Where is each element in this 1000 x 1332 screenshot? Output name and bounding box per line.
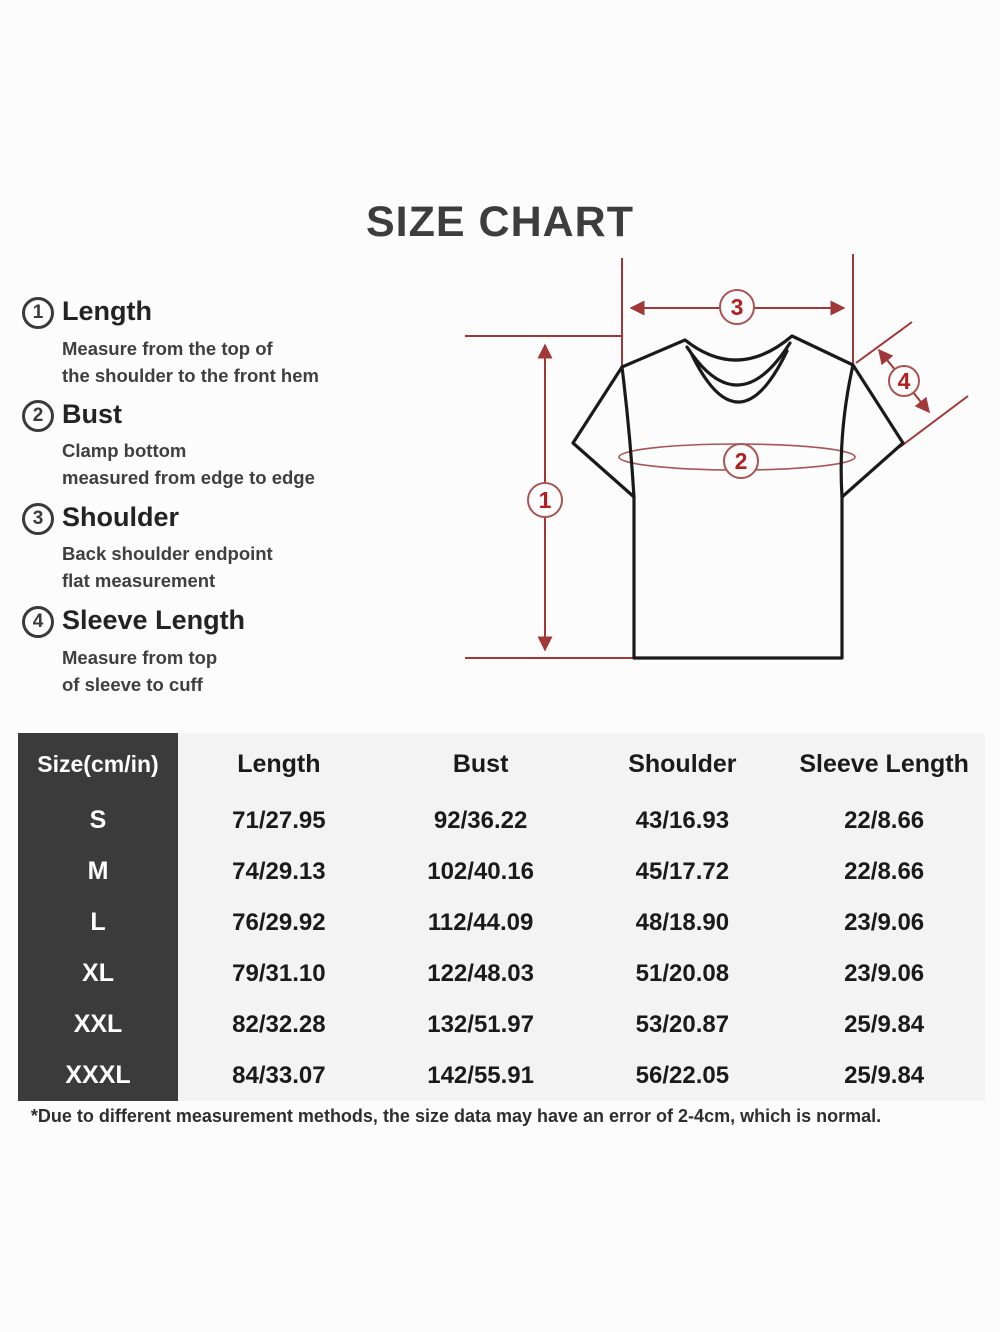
- table-cell: 23/9.06: [844, 908, 925, 936]
- instruction-label: Length: [62, 296, 152, 326]
- marker-3: 3: [730, 294, 744, 320]
- desc-line: Clamp bottom: [62, 440, 187, 461]
- table-cell: 132/51.97: [427, 1010, 535, 1038]
- table-cell: 142/55.91: [427, 1061, 535, 1089]
- extension-lines: [465, 254, 968, 658]
- desc-line: Back shoulder endpoint: [62, 543, 273, 564]
- table-cell: 56/22.05: [635, 1061, 730, 1089]
- instruction-label: Shoulder: [62, 502, 180, 532]
- table-cell: 79/31.10: [232, 959, 326, 987]
- table-cell: 23/9.06: [844, 959, 925, 987]
- instruction-label: Bust: [62, 399, 122, 429]
- size-row-label: XXXL: [18, 1050, 178, 1101]
- column-header-sleeve-length: Sleeve Length: [799, 749, 969, 778]
- instruction-description: [62, 645, 217, 698]
- table-cell: 45/17.72: [635, 857, 730, 885]
- marker-1: 1: [538, 487, 552, 513]
- page-title: SIZE CHART: [366, 198, 634, 246]
- desc-line: of sleeve to cuff: [62, 673, 203, 695]
- table-cell: 84/33.07: [232, 1061, 326, 1089]
- size-row-label: L: [18, 897, 178, 948]
- table-cell: 92/36.22: [433, 806, 528, 834]
- table-cell: 102/40.16: [427, 857, 535, 885]
- table-cell: 22/8.66: [844, 806, 925, 834]
- table-cell: 71/27.95: [232, 806, 326, 834]
- size-row-label: XXL: [18, 999, 178, 1050]
- table-cell: 76/29.92: [232, 908, 326, 936]
- table-cell: 112/44.09: [427, 908, 534, 936]
- table-cell: 51/20.08: [635, 959, 730, 987]
- column-header-shoulder: Shoulder: [628, 749, 737, 778]
- table-cell: 25/9.84: [844, 1061, 925, 1089]
- tshirt-measurement-diagram: [440, 240, 1000, 680]
- table-cell: 53/20.87: [635, 1010, 730, 1038]
- marker-2: 2: [734, 448, 748, 474]
- table-cell: 22/8.66: [844, 857, 925, 885]
- desc-line: Measure from the top of: [62, 338, 273, 359]
- marker-4: 4: [897, 368, 911, 394]
- diagram-markers: [528, 290, 919, 517]
- circled-number-2: 2: [22, 400, 54, 432]
- desc-line: the shoulder to the front hem: [62, 364, 319, 386]
- table-corner-header: Size(cm/in): [18, 733, 178, 795]
- table-cell: 25/9.84: [844, 1010, 925, 1038]
- instruction-description: [62, 336, 319, 389]
- table-cell: 82/32.28: [232, 1010, 326, 1038]
- circled-number-1: 1: [22, 297, 54, 329]
- column-header-bust: Bust: [452, 749, 509, 778]
- table-cell: 122/48.03: [427, 959, 535, 987]
- tshirt-outline: [573, 336, 903, 658]
- column-header-length: Length: [237, 749, 321, 778]
- size-table: [18, 733, 985, 1101]
- desc-line: measured from edge to edge: [62, 466, 315, 488]
- table-cell: 43/16.93: [635, 806, 730, 834]
- measurement-disclaimer: *Due to different measurement methods, the size data may have an error of 2-4cm, which is normal.: [30, 1106, 882, 1126]
- table-cell: 74/29.13: [232, 857, 326, 885]
- size-row-label: XL: [18, 948, 178, 999]
- desc-line: flat measurement: [62, 569, 216, 591]
- instruction-label: Sleeve Length: [62, 605, 246, 635]
- instruction-description: [62, 541, 273, 594]
- size-row-label: S: [18, 795, 178, 846]
- table-cell: 48/18.90: [635, 908, 730, 936]
- instruction-description: [62, 438, 315, 491]
- size-row-label: M: [18, 846, 178, 897]
- circled-number-4: 4: [22, 606, 54, 638]
- desc-line: Measure from top: [62, 647, 218, 668]
- circled-number-3: 3: [22, 503, 54, 535]
